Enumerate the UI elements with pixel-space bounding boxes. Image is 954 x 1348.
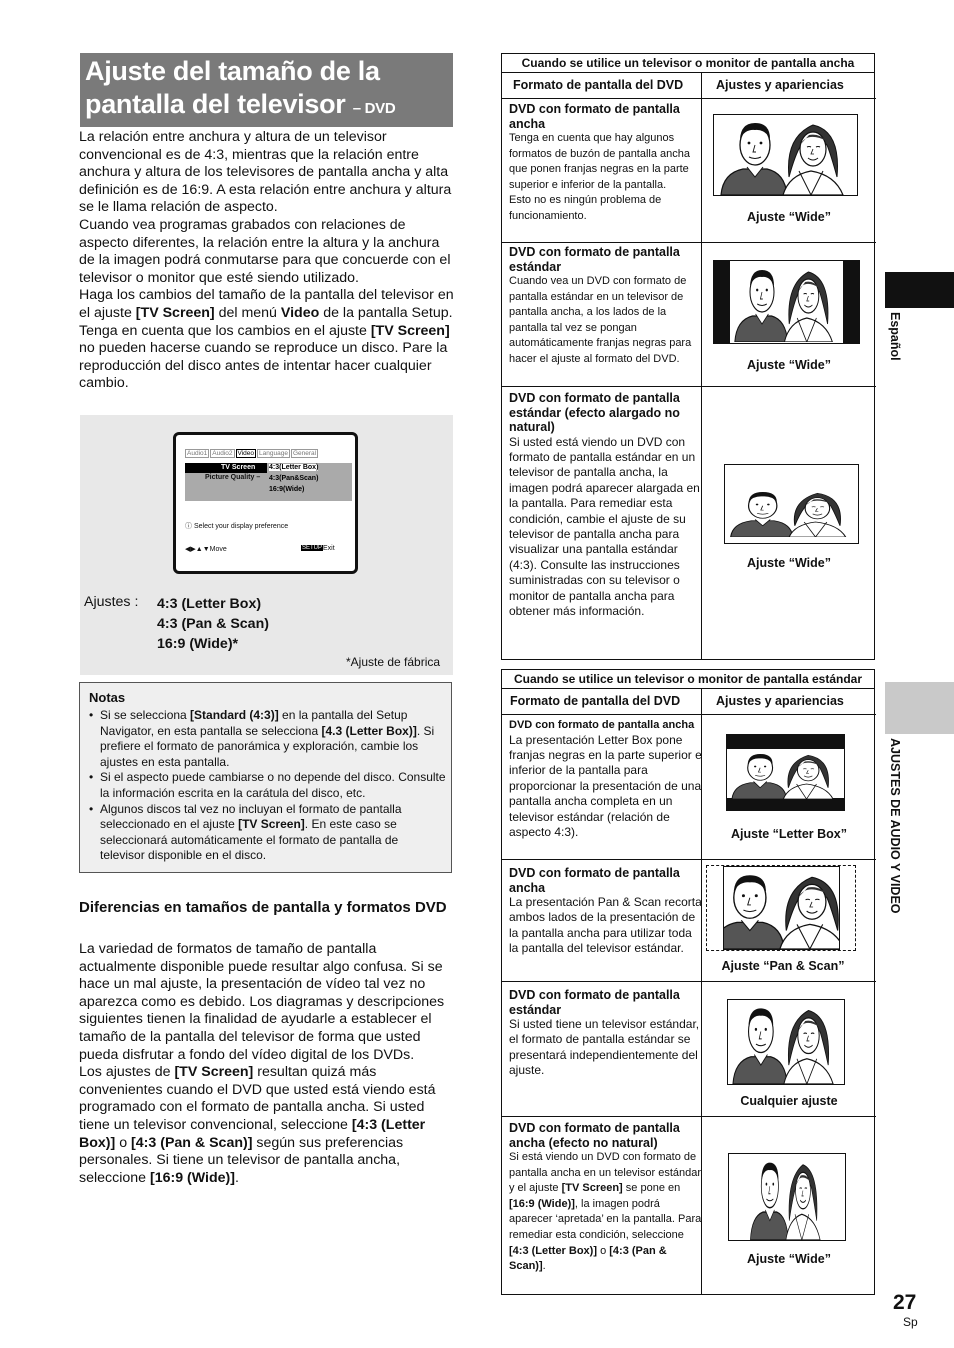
- caption: Ajuste “Letter Box”: [731, 827, 847, 841]
- tv-squeezed-illustration: [728, 1153, 846, 1241]
- tv-stretched-illustration: [724, 464, 859, 544]
- col-header-format: Formato de pantalla del DVD: [510, 694, 681, 708]
- ajustes-label: Ajustes :: [84, 594, 139, 610]
- note-item: • Si el aspecto puede cambiarse o no depende del disco. Consulte la información escrita en la carátula del disco, etc.: [86, 770, 446, 801]
- table-row: DVD con formato de pantalla ancha Tenga en cuenta que hay algunos formatos de buzón de pantalla ancha que ponen franjas negras en la parte superior e inferior de la pantalla. Esto no es ningún problema de funcionamiento.: [509, 102, 691, 222]
- page-suffix: Sp: [903, 1315, 918, 1329]
- couple-picture: [714, 115, 856, 195]
- section-heading: Diferencias en tamaños de pantalla y formatos DVD: [79, 899, 447, 916]
- table-row: DVD con formato de pantalla ancha La presentación Pan & Scan recorta ambos lados de la presentación de la pantalla ancha para utilizar toda la pantalla del televisor estándar.: [509, 866, 702, 956]
- table-row: DVD con formato de pantalla ancha (efecto no natural) Si está viendo un DVD con formato de pantalla ancha en un televisor estándar y el ajuste [TV Screen] se pone en [16:9 (Wide)], la imagen podrá aparecer ‘apretada’ en la pantalla. Para remediar esta condición, seleccione [4:3 (Letter Box)] o [4:3 (Pan & Scan)].: [509, 1121, 702, 1273]
- table-row: DVD con formato de pantalla estándar Si usted tiene un televisor estándar, el formato de pantalla estándar se presentará independientemente del ajuste.: [509, 988, 700, 1078]
- table-row: DVD con formato de pantalla estándar Cuando vea un DVD con formato de pantalla estándar en un televisor de pantalla ancha, a los lados de la pantalla tal vez se pongan automáticamente franjas negras para hacer el ajuste al formato del DVD.: [509, 245, 692, 365]
- help-line: ⓘ Select your display preference: [185, 523, 289, 530]
- caption: Ajuste “Wide”: [747, 556, 831, 570]
- intro-text: [79, 129, 457, 393]
- option-pan-scan: 4:3(Pan&Scan): [269, 475, 319, 482]
- tv-wide-illustration: [713, 114, 858, 196]
- page-title: [80, 53, 453, 127]
- col-header-format: Formato de pantalla del DVD: [513, 78, 684, 92]
- factory-note: *Ajuste de fábrica: [346, 655, 441, 669]
- couple-picture: [727, 749, 843, 799]
- caption: Ajuste “Wide”: [747, 1252, 831, 1266]
- intro-paragraph: Cuando vea programas grabados con relaciones de aspecto diferentes, la relación entre la altura y la anchura de la imagen podrá conmutarse para que concuerde con el televisor o monitor que esté siendo utilizado.: [79, 216, 451, 286]
- option-letter-box: 4:3(Letter Box): [269, 464, 319, 471]
- tab-general: General: [292, 450, 317, 457]
- table-wide-tv: [501, 53, 875, 660]
- notes-box: [79, 682, 452, 873]
- note-item: • Algunos discos tal vez no incluyan el formato de pantalla seleccionado en el ajuste [TV Screen]. En este caso se seleccionará automáticamente el formato de pantalla de televisor disponible en el disco.: [86, 802, 446, 864]
- tv-standard-illustration: [727, 999, 845, 1085]
- nav-hint: ◀▶▲▼Move: [185, 546, 227, 553]
- info-icon: ⓘ: [185, 523, 192, 530]
- tv-pan-scan-illustration: [723, 866, 840, 950]
- couple-picture: [730, 262, 842, 342]
- section-body: [79, 941, 457, 1187]
- setup-menu: [185, 463, 352, 501]
- intro-paragraph: Haga los cambios del tamaño de la pantalla del televisor en el ajuste [TV Screen] del menú Video de la pantalla Setup. Tenga en cuenta que los cambios en el ajuste [TV Screen] no pueden hacerse cuando se reproduce un disco. Pare la reproducción del disco antes de intentar hacer cualquier cambio.: [79, 287, 454, 392]
- page-number: 27: [893, 1291, 917, 1314]
- table-row: DVD con formato de pantalla ancha La presentación Letter Box pone franjas negras en la parte superior e inferior de la pantalla para proporcionar la presentación de una pantalla ancha completa en un televisor estándar (relación de aspecto 4:3).: [509, 719, 702, 839]
- body-paragraph: La variedad de formatos de tamaño de pantalla actualmente disponible puede resultar algo confusa. Si se hace un mal ajuste, la presentación de vídeo tal vez no aparezca como es debido. Los diagramas y descripciones siguientes tienen la finalidad de ayudarle a establecer el tamaño de la pantalla del televisor de forma que usted pueda disfrutar a fondo del vídeo digital de los DVDs.: [79, 941, 445, 1063]
- tv-letterbox-illustration: [726, 734, 845, 811]
- ajuste-letter-box: 4:3 (Letter Box): [157, 596, 262, 612]
- couple-picture: [723, 867, 840, 949]
- language-tab-marker: [885, 272, 954, 308]
- couple-picture: [747, 1154, 827, 1240]
- setup-screen-illustration: [173, 432, 358, 574]
- body-paragraph: Los ajustes de [TV Screen] resultan quizá más convenientes cuando el DVD que usted está viendo está programado con el formato de pantalla ancha. Si usted tiene un televisor convencional, seleccione [4:3 (Letter Box)] o [4:3 (Pan & Scan)] según sus preferencias personales. Si tiene un televisor de pantalla ancha, seleccione [16:9 (Wide)].: [79, 1064, 436, 1186]
- table-header: [502, 72, 876, 99]
- menu-item-tv-screen: TV Screen: [221, 464, 256, 471]
- tab-language: Language: [259, 450, 288, 457]
- tv-pillarbox-illustration: [713, 260, 860, 344]
- caption: Ajuste “Pan & Scan”: [721, 959, 845, 973]
- table-standard-tv: [501, 669, 875, 1295]
- intro-paragraph: La relación entre anchura y altura de un televisor convencional es de 4:3, mientras que la relación entre anchura y altura de los televisores de pantalla ancha y alta definición es de 16:9. A esta relación entre anchura y altura se le llama relación de aspecto.: [79, 129, 452, 216]
- note-item: • Si se selecciona [Standard (4:3)] en la pantalla del Setup Navigator, en esta pantalla se selecciona [4.3 (Letter Box)]. Si prefiere el formato de panorámica y exploración, cambie los ajustes en esta pantalla.: [86, 708, 446, 770]
- table-header: [502, 688, 876, 715]
- col-header-settings: Ajustes y apariencias: [716, 78, 844, 92]
- title-main: Ajuste del tamaño de la pantalla del televisor: [85, 56, 380, 119]
- title-suffix: – DVD: [352, 100, 396, 117]
- caption: Ajuste “Wide”: [747, 358, 831, 372]
- tab-audio1: Audio1: [187, 450, 208, 457]
- exit-hint: Exit: [323, 545, 335, 552]
- side-label-section: AJUSTES DE AUDIO Y VIDEO: [888, 738, 902, 914]
- couple-picture: [728, 1000, 843, 1084]
- table-row: DVD con formato de pantalla estándar (efecto alargado no natural) Si usted está viendo un DVD con formato de pantalla estándar en un televisor de pantalla ancha, la imagen podrá aparecer alargada en la pantalla. Para remediar esta condición, cambie el ajuste de su televisor de pantalla ancha para visualizar una pantalla estándar (4:3). Consulte las instrucciones suministradas con su televisor o monitor de pantalla ancha para obtener más información.: [509, 391, 700, 618]
- table-title: Cuando se utilice un televisor o monitor de pantalla estándar: [502, 670, 874, 689]
- ajuste-pan-scan: 4:3 (Pan & Scan): [157, 616, 269, 632]
- section-tab-marker: [885, 682, 954, 734]
- side-label-language: Español: [888, 312, 902, 361]
- option-wide: 16:9(Wide): [269, 486, 305, 493]
- caption: Cualquier ajuste: [740, 1094, 838, 1108]
- menu-item-picture-quality: Picture Quality –: [205, 474, 261, 481]
- col-header-settings: Ajustes y apariencias: [716, 694, 844, 708]
- notes-list: [86, 708, 446, 864]
- caption: Ajuste “Wide”: [747, 210, 831, 224]
- setup-tabs: [185, 449, 319, 458]
- table-title: Cuando se utilice un televisor o monitor de pantalla ancha: [502, 54, 874, 73]
- notes-heading: Notas: [89, 690, 126, 705]
- tab-video: Video: [237, 450, 255, 457]
- ajustes-values: [157, 594, 269, 654]
- setup-key-icon: SETUP: [302, 545, 323, 551]
- ajuste-wide: 16:9 (Wide)*: [157, 636, 239, 652]
- couple-picture: [725, 487, 857, 537]
- tab-audio2: Audio2: [212, 450, 233, 457]
- arrow-keys-icon: ◀▶▲▼: [185, 546, 210, 553]
